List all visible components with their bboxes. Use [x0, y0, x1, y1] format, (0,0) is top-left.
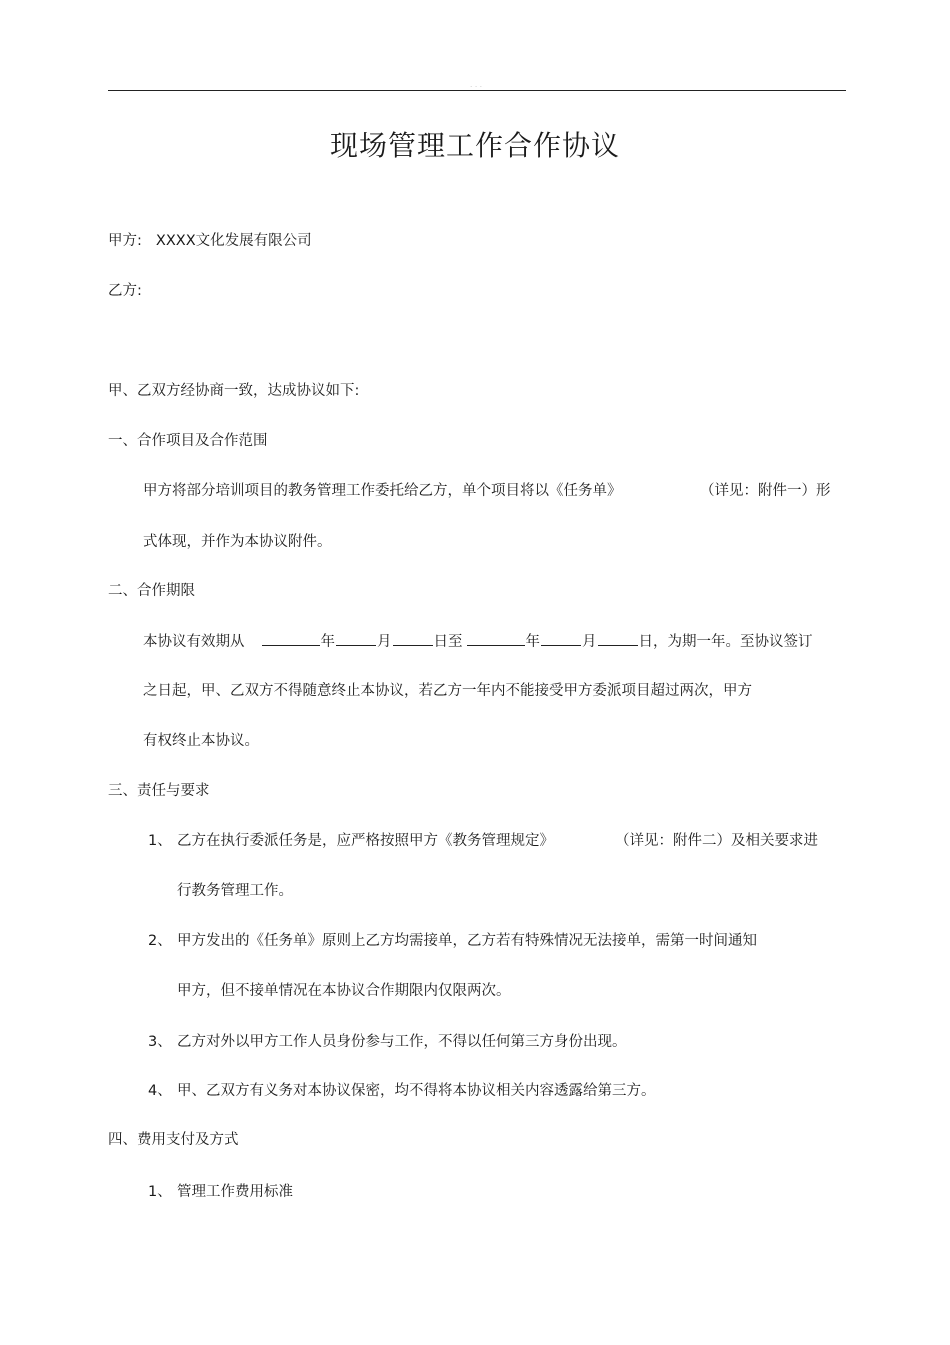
section2-line1-suffix: 日，为期一年。至协议签订 [638, 634, 813, 650]
document-title: 现场管理工作合作协议 [329, 129, 620, 162]
start-month-blank[interactable] [336, 631, 376, 646]
section4-heading: 四、费用支付及方式 [108, 1132, 239, 1148]
section3-item2-line2: 甲方，但不接单情况在本协议合作期限内仅限两次。 [177, 983, 511, 999]
month-label: 月 [582, 634, 597, 650]
section2-heading: 二、合作期限 [108, 583, 195, 599]
section2-line1-prefix: 本协议有效期从 [143, 634, 245, 650]
party-a-label: 甲方: [108, 233, 142, 249]
header-rule [108, 90, 846, 91]
section3-item2-number: 2、 [148, 933, 172, 949]
section3-item2-line1: 甲方发出的《任务单》原则上乙方均需接单，乙方若有特殊情况无法接单，需第一时间通知 [177, 933, 757, 949]
section3-item1-number: 1、 [148, 833, 172, 849]
intro-text: 甲、乙双方经协商一致，达成协议如下: [108, 383, 360, 399]
section1-paragraph-line2: 式体现，并作为本协议附件。 [143, 534, 332, 550]
section1-heading: 一、合作项目及合作范围 [108, 433, 268, 449]
party-a-name: XXXX文化发展有限公司 [155, 233, 312, 249]
start-day-blank[interactable] [393, 631, 433, 646]
start-year-blank[interactable] [262, 631, 320, 646]
end-month-blank[interactable] [541, 631, 581, 646]
section4-item1-number: 1、 [148, 1184, 172, 1200]
year-label: 年 [525, 634, 540, 650]
section2-paragraph-line2: 之日起，甲、乙双方不得随意终止本协议，若乙方一年内不能接受甲方委派项目超过两次，甲方 [143, 683, 752, 699]
header-mark: - - - [470, 84, 483, 89]
section3-item4-line1: 甲、乙双方有义务对本协议保密，均不得将本协议相关内容透露给第三方。 [177, 1083, 656, 1099]
section3-item1-line2: 行教务管理工作。 [177, 883, 293, 899]
section1-paragraph-line1a: 甲方将部分培训项目的教务管理工作委托给乙方，单个项目将以《任务单》 [143, 483, 622, 499]
party-b-label: 乙方: [108, 283, 142, 299]
section3-item1-line1b: （详见：附件二）及相关要求进 [615, 833, 818, 849]
day-to-label: 日至 [433, 634, 463, 650]
section3-item3-number: 3、 [148, 1034, 172, 1050]
section4-item1-line1: 管理工作费用标准 [177, 1184, 293, 1200]
section3-item1-line1a: 乙方在执行委派任务是，应严格按照甲方《教务管理规定》 [177, 833, 554, 849]
section3-heading: 三、责任与要求 [108, 783, 210, 799]
section1-paragraph-line1b: （详见：附件一）形 [700, 483, 831, 499]
end-day-blank[interactable] [598, 631, 638, 646]
section2-paragraph-line3: 有权终止本协议。 [143, 733, 259, 749]
party-a-line [108, 231, 312, 251]
section2-paragraph-line1 [143, 631, 813, 652]
end-year-blank[interactable] [467, 631, 525, 646]
month-label: 月 [377, 634, 392, 650]
year-label: 年 [320, 634, 335, 650]
section3-item3-line1: 乙方对外以甲方工作人员身份参与工作，不得以任何第三方身份出现。 [177, 1034, 627, 1050]
section3-item4-number: 4、 [148, 1083, 172, 1099]
party-b-line [108, 281, 142, 301]
